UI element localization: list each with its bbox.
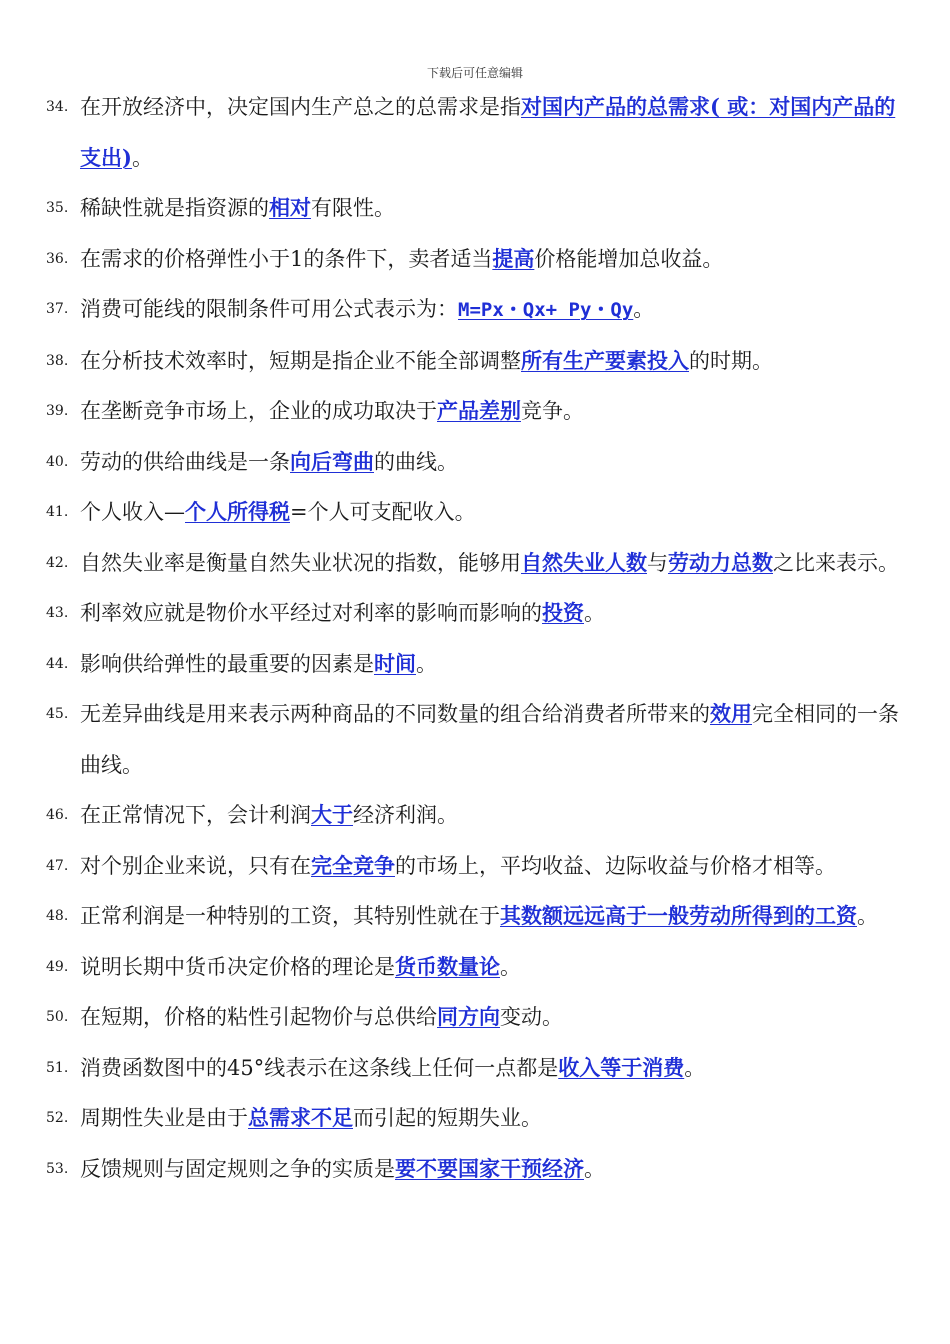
question-text: 在垄断竞争市场上，企业的成功取决于 <box>80 399 437 423</box>
item-number: 34. <box>46 99 69 115</box>
answer-text: 所有生产要素投入 <box>521 347 689 373</box>
question-text: 个人收入— <box>80 500 185 524</box>
item-number: 36. <box>46 250 69 267</box>
question-text: 。 <box>131 145 153 170</box>
question-text: 价格能增加总收益。 <box>534 246 724 271</box>
question-text: 利率效应就是物价水平经过对利率的影响而影响的 <box>80 601 542 625</box>
answer-text: 货币数量论 <box>395 953 500 979</box>
item-text <box>80 336 916 387</box>
question-text: 的曲线。 <box>374 449 458 474</box>
question-text: 。 <box>584 1156 605 1181</box>
answer-text: 自然失业人数 <box>521 549 647 575</box>
list-item <box>46 689 916 790</box>
item-text <box>80 992 916 1043</box>
item-text <box>80 386 916 437</box>
question-text: 有限性。 <box>311 196 395 220</box>
item-number: 43. <box>46 605 69 621</box>
answer-text: 相对 <box>269 195 311 220</box>
list-item <box>46 336 916 387</box>
question-text: 反馈规则与固定规则之争的实质是 <box>80 1156 395 1181</box>
item-number: 53. <box>46 1160 69 1177</box>
item-text <box>80 841 916 892</box>
list-item <box>46 588 916 639</box>
item-number: 39. <box>46 403 69 419</box>
question-text: 经济利润。 <box>353 803 458 827</box>
answer-text: 完全竞争 <box>311 852 395 878</box>
list-item <box>46 790 916 841</box>
answer-text: 提高 <box>492 245 535 271</box>
item-number: 50. <box>46 1009 69 1025</box>
item-text <box>80 1144 916 1195</box>
question-text: 。 <box>857 904 878 928</box>
list-item <box>46 1093 916 1144</box>
answer-text: 劳动力总数 <box>668 549 773 575</box>
list-item <box>46 639 916 690</box>
question-text: 消费函数图中的45°线表示在这条线上任何一点都是 <box>80 1055 559 1080</box>
item-number: 51. <box>46 1059 69 1076</box>
item-text <box>80 588 916 639</box>
item-text <box>80 689 916 790</box>
answer-text: 投资 <box>542 600 584 625</box>
item-number: 37. <box>46 301 69 317</box>
question-list <box>46 82 916 1194</box>
answer-text: 收入等于消费 <box>558 1054 685 1080</box>
answer-text: 对国内产品的总需求( 或：对国内产品的支出) <box>80 94 896 170</box>
answer-text: 其数额远远高于一般劳动所得到的工资 <box>500 903 857 928</box>
item-text <box>80 639 916 690</box>
list-item <box>46 487 916 538</box>
question-text: 而引起的短期失业。 <box>353 1106 542 1130</box>
list-item <box>46 942 916 993</box>
question-text: 。 <box>684 1055 706 1080</box>
item-number: 42. <box>46 554 69 571</box>
answer-text: 总需求不足 <box>248 1105 353 1130</box>
list-item <box>46 183 916 234</box>
answer-text: 大于 <box>311 802 353 827</box>
list-item <box>46 891 916 942</box>
list-item <box>46 284 916 336</box>
item-text <box>80 942 916 993</box>
item-number: 44. <box>46 655 69 672</box>
question-text: 在短期，价格的粘性引起物价与总供给 <box>80 1005 437 1029</box>
question-text: 说明长期中货币决定价格的理论是 <box>80 954 395 979</box>
question-text: 。 <box>416 651 437 676</box>
question-text: 消费可能线的限制条件可用公式表示为： <box>80 297 458 321</box>
list-item <box>46 82 916 183</box>
answer-text: 同方向 <box>437 1004 500 1029</box>
item-number: 48. <box>46 908 69 924</box>
question-text: 。 <box>500 954 521 979</box>
question-text: 在正常情况下，会计利润 <box>80 803 311 827</box>
item-text <box>80 437 916 488</box>
item-number: 35. <box>46 200 69 216</box>
question-text: 对个别企业来说，只有在 <box>80 853 311 878</box>
item-number: 46. <box>46 807 69 823</box>
question-text: 完全相同的一条曲线。 <box>80 702 899 777</box>
item-number: 40. <box>46 453 69 470</box>
item-text <box>80 1043 916 1094</box>
item-text <box>80 891 916 942</box>
question-text: 劳动的供给曲线是一条 <box>80 449 290 474</box>
item-text <box>80 790 916 841</box>
item-number: 49. <box>46 958 69 975</box>
item-number: 45. <box>46 706 69 722</box>
item-number: 47. <box>46 857 69 874</box>
question-text: 自然失业率是衡量自然失业状况的指数，能够用 <box>80 550 521 575</box>
list-item <box>46 234 916 285</box>
item-text <box>80 1093 916 1144</box>
answer-text: 向后弯曲 <box>290 448 374 474</box>
item-text <box>80 538 916 589</box>
item-text <box>80 82 916 183</box>
question-text: 竞争。 <box>521 399 584 423</box>
question-text: 之比来表示。 <box>773 550 899 575</box>
item-text <box>80 183 916 234</box>
question-text: 在开放经济中，决定国内生产总之的总需求是指 <box>80 95 521 119</box>
item-number: 38. <box>46 352 69 369</box>
item-text <box>80 234 916 285</box>
answer-text: 产品差别 <box>437 398 521 423</box>
answer-text: M=Px・Qx+ Py・Qy <box>458 299 634 321</box>
question-text: 周期性失业是由于 <box>80 1106 248 1130</box>
question-text: 的时期。 <box>689 348 773 373</box>
question-text: 在分析技术效率时，短期是指企业不能全部调整 <box>80 348 521 373</box>
question-text: 影响供给弹性的最重要的因素是 <box>80 651 374 676</box>
answer-text: 效用 <box>710 701 752 726</box>
question-text: 稀缺性就是指资源的 <box>80 196 269 220</box>
question-text: =个人可支配收入。 <box>290 500 476 524</box>
question-text: 的市场上，平均收益、边际收益与价格才相等。 <box>395 853 836 878</box>
question-text: 无差异曲线是用来表示两种商品的不同数量的组合给消费者所带来的 <box>80 702 710 726</box>
page-header: 下载后可任意编辑 <box>426 66 523 80</box>
item-text <box>80 284 916 336</box>
list-item <box>46 841 916 892</box>
list-item <box>46 437 916 488</box>
item-number: 52. <box>46 1110 69 1126</box>
answer-text: 时间 <box>374 650 416 676</box>
question-text: 在需求的价格弹性小于1的条件下，卖者适当 <box>80 246 493 271</box>
question-text: 与 <box>647 550 668 575</box>
list-item <box>46 538 916 589</box>
question-text: 。 <box>584 601 605 625</box>
item-text <box>80 487 916 538</box>
list-item <box>46 1144 916 1195</box>
list-item <box>46 992 916 1043</box>
item-number: 41. <box>46 504 69 520</box>
question-text: 。 <box>633 297 655 321</box>
question-text: 变动。 <box>500 1005 563 1029</box>
answer-text: 个人所得税 <box>185 499 290 524</box>
question-text: 正常利润是一种特别的工资，其特别性就在于 <box>80 904 500 928</box>
list-item <box>46 386 916 437</box>
answer-text: 要不要国家干预经济 <box>395 1155 584 1181</box>
list-item <box>46 1043 916 1094</box>
